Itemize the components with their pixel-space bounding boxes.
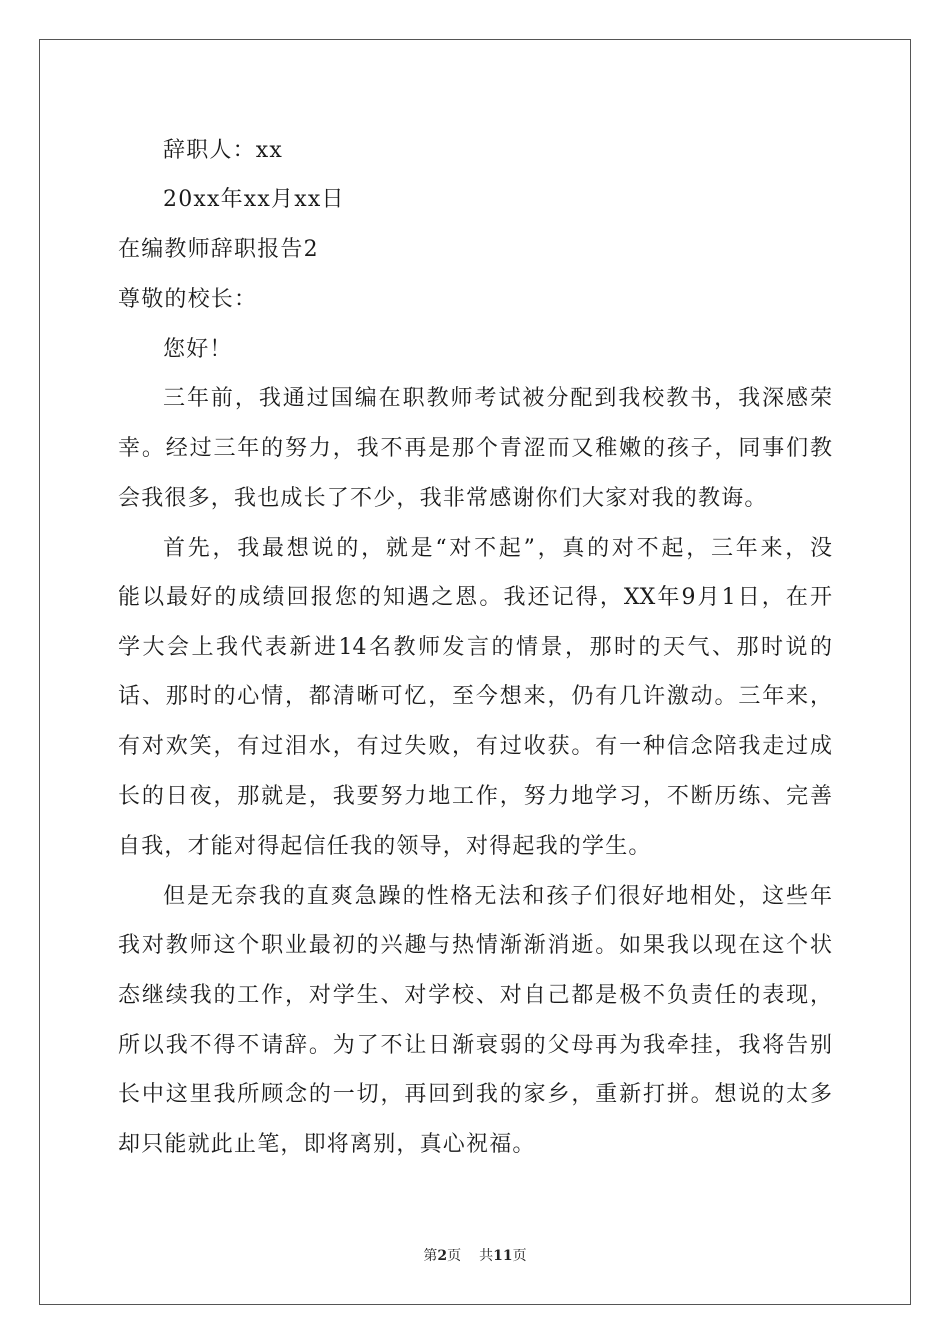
paragraph-line: 自我，才能对得起信任我的领导，对得起我的学生。: [118, 834, 652, 859]
report-title: 在编教师辞职报告2: [118, 237, 319, 262]
paragraph-line: 幸。经过三年的努力，我不再是那个青涩而又稚嫩的孩子，同事们教: [118, 436, 832, 461]
paragraph-line: 能以最好的成绩回报您的知遇之恩。我还记得，XX年9月1日，在开: [118, 585, 832, 610]
paragraph-line: 话、那时的心情，都清晰可忆，至今想来，仍有几许激动。三年来，: [118, 684, 832, 709]
paragraph-line: 态继续我的工作，对学生、对学校、对自己都是极不负责任的表现，: [118, 983, 832, 1008]
page-number-footer: [0, 1247, 950, 1265]
page-suffix: 页: [447, 1248, 462, 1264]
greeting: 您好！: [163, 337, 233, 362]
resigner-line: 辞职人：xx: [163, 138, 284, 163]
paragraph-line: 学大会上我代表新进14名教师发言的情景，那时的天气、那时说的: [118, 635, 832, 660]
current-page: 2: [437, 1248, 448, 1264]
page-prefix: 第: [423, 1248, 438, 1264]
total-pages: 11: [493, 1248, 513, 1264]
paragraph-line: 长中这里我所顾念的一切，再回到我的家乡，重新打拼。想说的太多: [118, 1082, 832, 1107]
paragraph-line: 但是无奈我的直爽急躁的性格无法和孩子们很好地相处，这些年: [163, 884, 832, 909]
paragraph-line: 首先，我最想说的，就是“对不起”，真的对不起，三年来，没: [163, 536, 832, 561]
paragraph-line: 长的日夜，那就是，我要努力地工作，努力地学习，不断历练、完善: [118, 784, 832, 809]
salutation: 尊敬的校长：: [118, 287, 258, 312]
page-border: [39, 39, 911, 1305]
paragraph-line: 有对欢笑，有过泪水，有过失败，有过收获。有一种信念陪我走过成: [118, 734, 832, 759]
paragraph-line: 三年前，我通过国编在职教师考试被分配到我校教书，我深感荣: [163, 386, 832, 411]
paragraph-line: 会我很多，我也成长了不少，我非常感谢你们大家对我的教诲。: [118, 486, 768, 511]
date-line: 20xx年xx月xx日: [163, 187, 345, 212]
paragraph-line: 却只能就此止笔，即将离别，真心祝福。: [118, 1132, 536, 1157]
total-prefix: 共: [479, 1248, 494, 1264]
paragraph-line: 所以我不得不请辞。为了不让日渐衰弱的父母再为我牵挂，我将告别: [118, 1033, 832, 1058]
paragraph-line: 我对教师这个职业最初的兴趣与热情渐渐消逝。如果我以现在这个状: [118, 933, 832, 958]
total-suffix: 页: [512, 1248, 527, 1264]
